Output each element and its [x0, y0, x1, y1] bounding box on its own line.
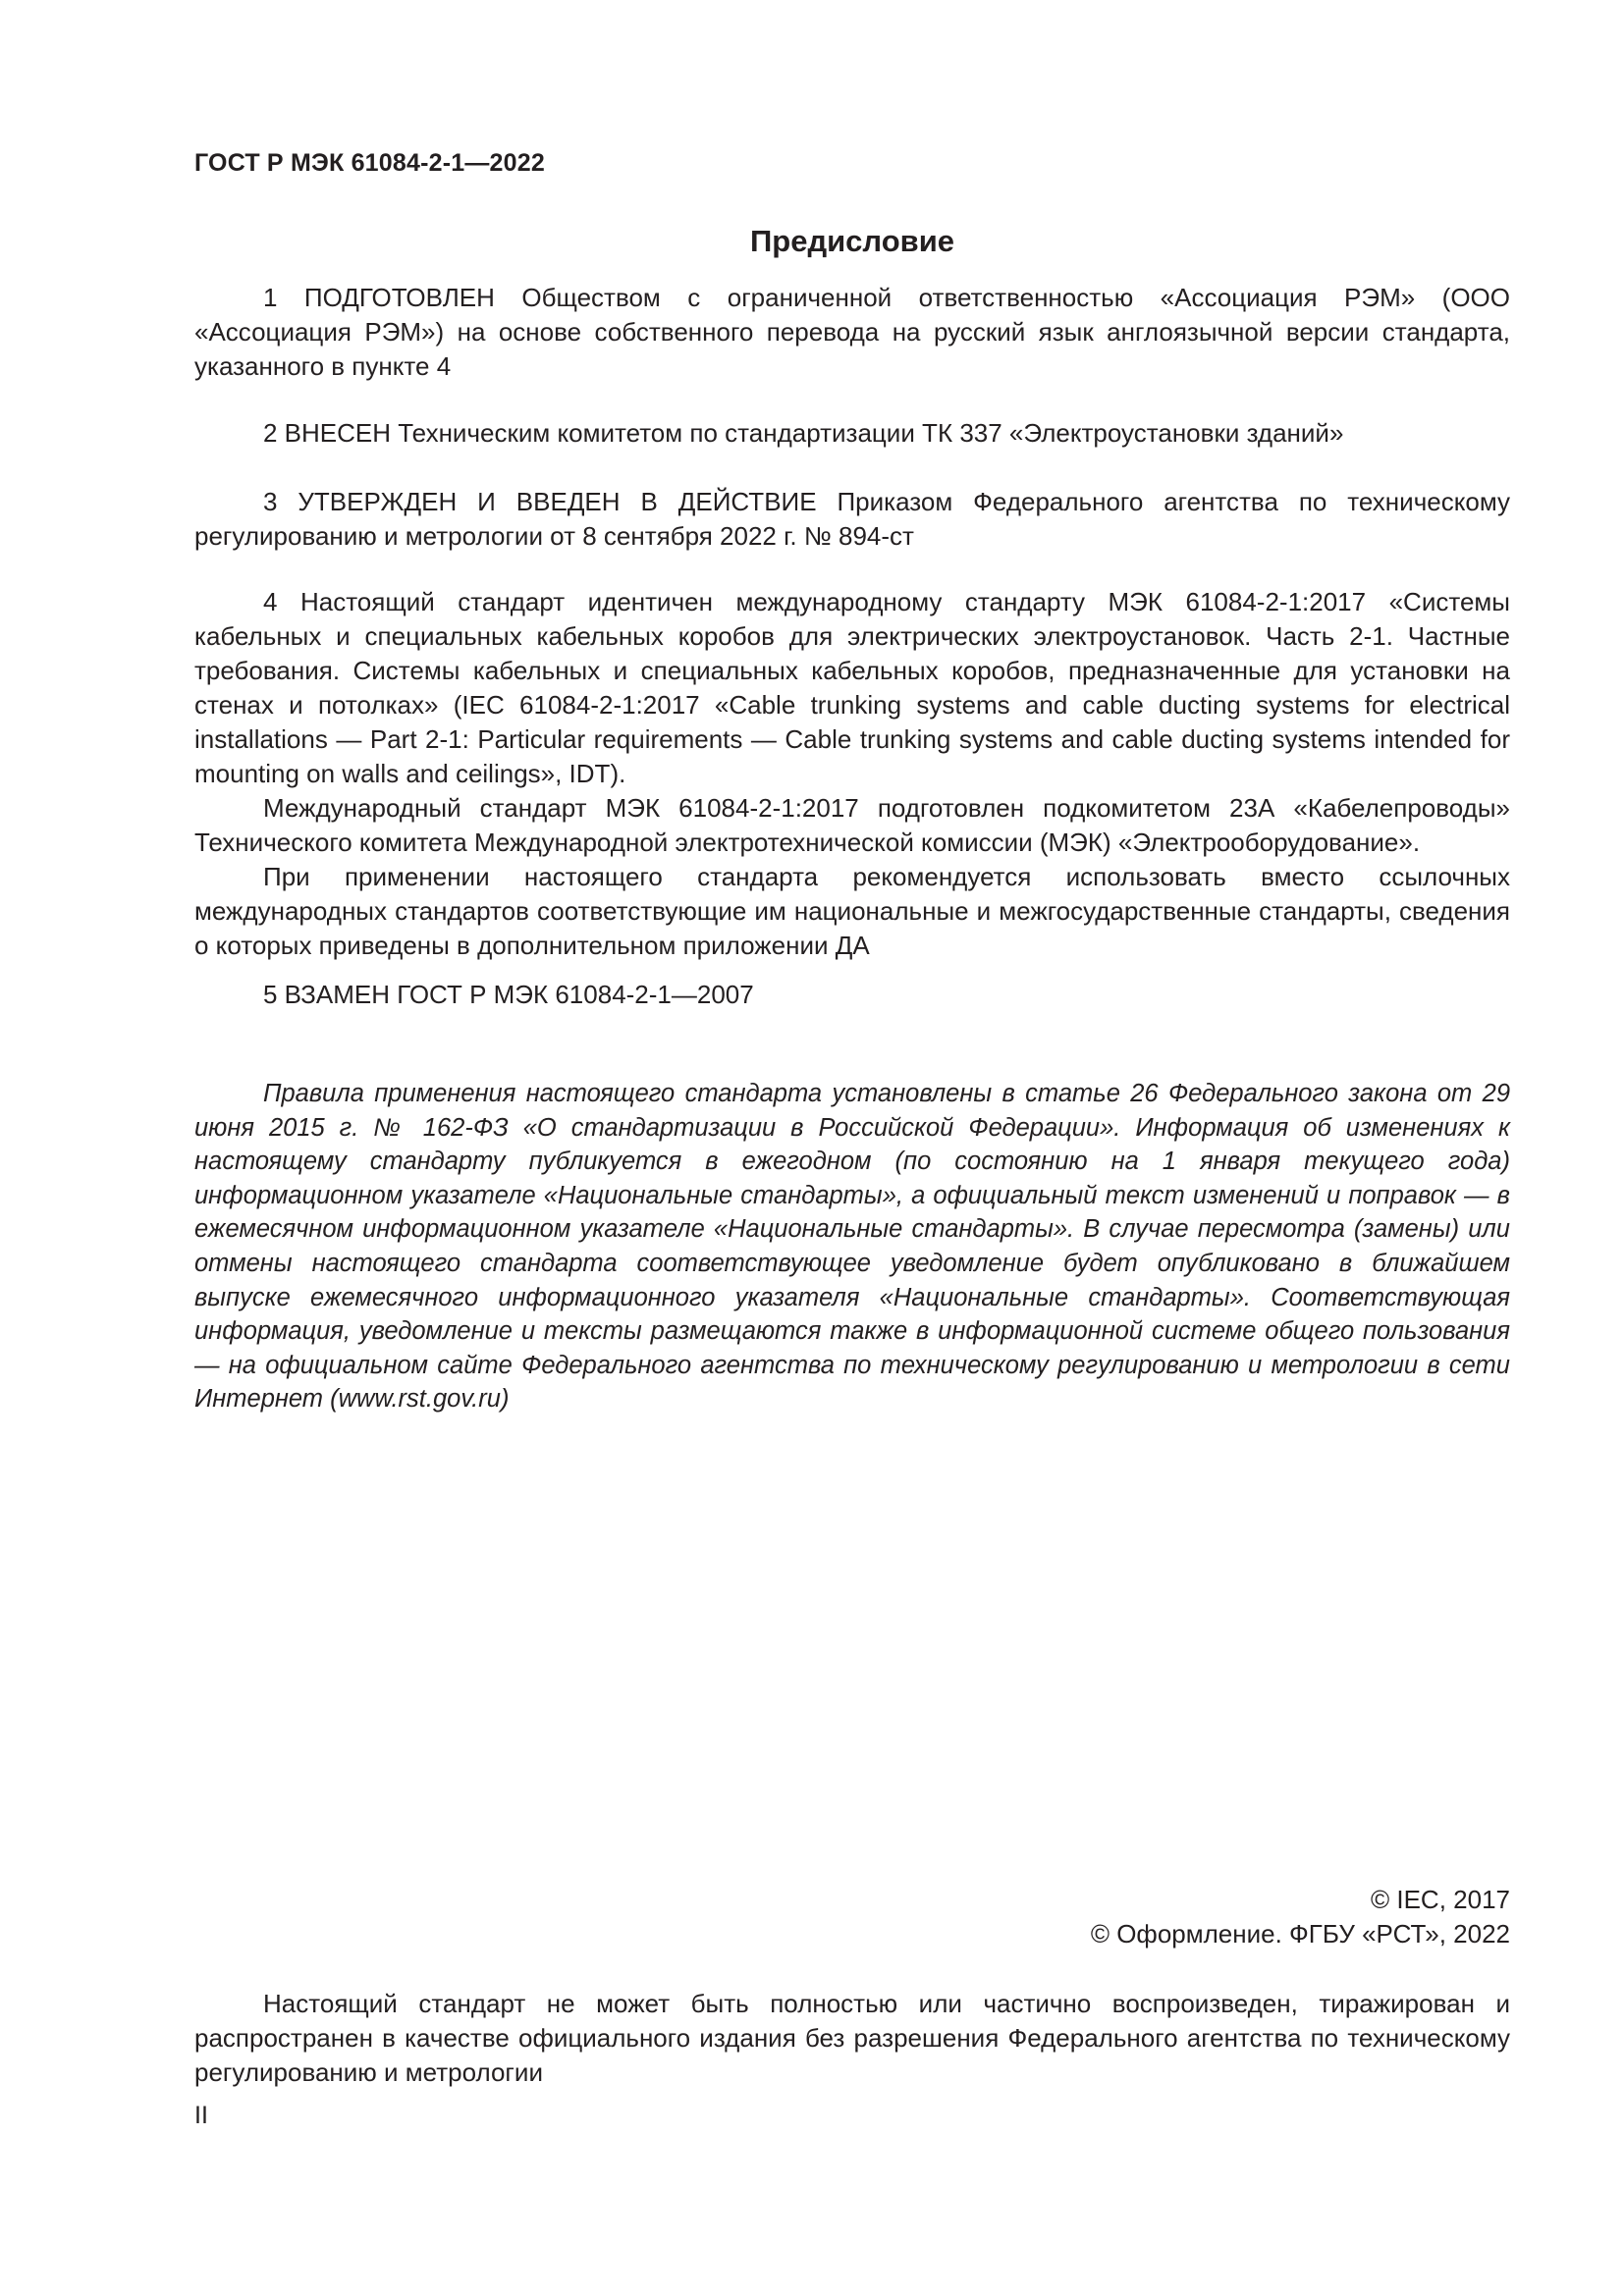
foreword-item-5-text: 5 ВЗАМЕН ГОСТ Р МЭК 61084-2-1—2007 — [263, 980, 754, 1009]
foreword-item-1 — [194, 281, 1510, 384]
foreword-item-1-text: 1 ПОДГОТОВЛЕН Обществом с ограниченной ответственностью «Ассоциация РЭМ» (ООО «Ассоциация РЭМ») на основе собственного перевода на русский язык англоязычной версии стандарта, указанного в пункте 4 — [194, 283, 1510, 381]
standard-code-header: ГОСТ Р МЭК 61084-2-1—2022 — [194, 149, 545, 177]
foreword-item-4-paragraph-2: Международный стандарт МЭК 61084-2-1:2017 подготовлен подкомитетом 23А «Кабелепроводы» Технического комитета Международной электротехнической комиссии (МЭК) «Электрооборудование». — [194, 793, 1510, 857]
foreword-item-4 — [194, 585, 1510, 963]
copyright-block — [1091, 1883, 1510, 1951]
foreword-item-3 — [194, 485, 1510, 554]
page-number: II — [194, 2102, 208, 2129]
foreword-item-5 — [194, 978, 1510, 1012]
foreword-item-4-paragraph-1: 4 Настоящий стандарт идентичен международному стандарту МЭК 61084-2-1:2017 «Системы кабельных и специальных кабельных коробов для электрических электроустановок. Часть 2-1. Частные требования. Системы кабельных и специальных кабельных коробов, предназначенные для установки на стенах и потолках» (IEC 61084-2-1:2017 «Cable trunking systems and cable ducting systems for electrical installations — Part 2-1: Particular requirements — Cable trunking systems and cable ducting systems intended for mounting on walls and ceilings», IDT). — [194, 587, 1510, 788]
foreword-item-2-text: 2 ВНЕСЕН Техническим комитетом по стандартизации ТК 337 «Электроустановки зданий» — [263, 418, 1344, 448]
copyright-rst: © Оформление. ФГБУ «РСТ», 2022 — [1090, 1919, 1510, 1949]
foreword-item-3-text: 3 УТВЕРЖДЕН И ВВЕДЕН В ДЕЙСТВИЕ Приказом Федерального агентства по техническому регулированию и метрологии от 8 сентября 2022 г. № 894-ст — [194, 487, 1510, 551]
reproduction-notice: Настоящий стандарт не может быть полностью или частично воспроизведен, тиражирован и распространен в качестве официального издания без разрешения Федерального агентства по техническому регулированию и метрологии — [194, 1989, 1510, 2087]
foreword-item-4-paragraph-3: При применении настоящего стандарта рекомендуется использовать вместо ссылочных международных стандартов соответствующие им национальные и межгосударственные стандарты, сведения о которых приведены в дополнительном приложении ДА — [194, 862, 1510, 960]
application-rules-notice: Правила применения настоящего стандарта установлены в статье 26 Федерального закона от 29 июня 2015 г. № 162-ФЗ «О стандартизации в Российской Федерации». Информация об изменениях к настоящему стандарту публикуется в ежегодном (по состоянию на 1 января текущего года) информационном указателе «Национальные стандарты», а официальный текст изменений и поправок — в ежемесячном информационном указателе «Национальные стандарты». В случае пересмотра (замены) или отмены настоящего стандарта соответствующее уведомление будет опубликовано в ближайшем выпуске ежемесячного информационного указателя «Национальные стандарты». Соответствующая информация, уведомление и тексты размещаются также в информационной системе общего пользования — на официальном сайте Федерального агентства по техническому регулированию и метрологии в сети Интернет (www.rst.gov.ru) — [194, 1080, 1510, 1414]
foreword-item-2 — [194, 416, 1510, 451]
copyright-iec: © IEC, 2017 — [1370, 1885, 1510, 1914]
section-title: Предисловие — [749, 224, 954, 258]
